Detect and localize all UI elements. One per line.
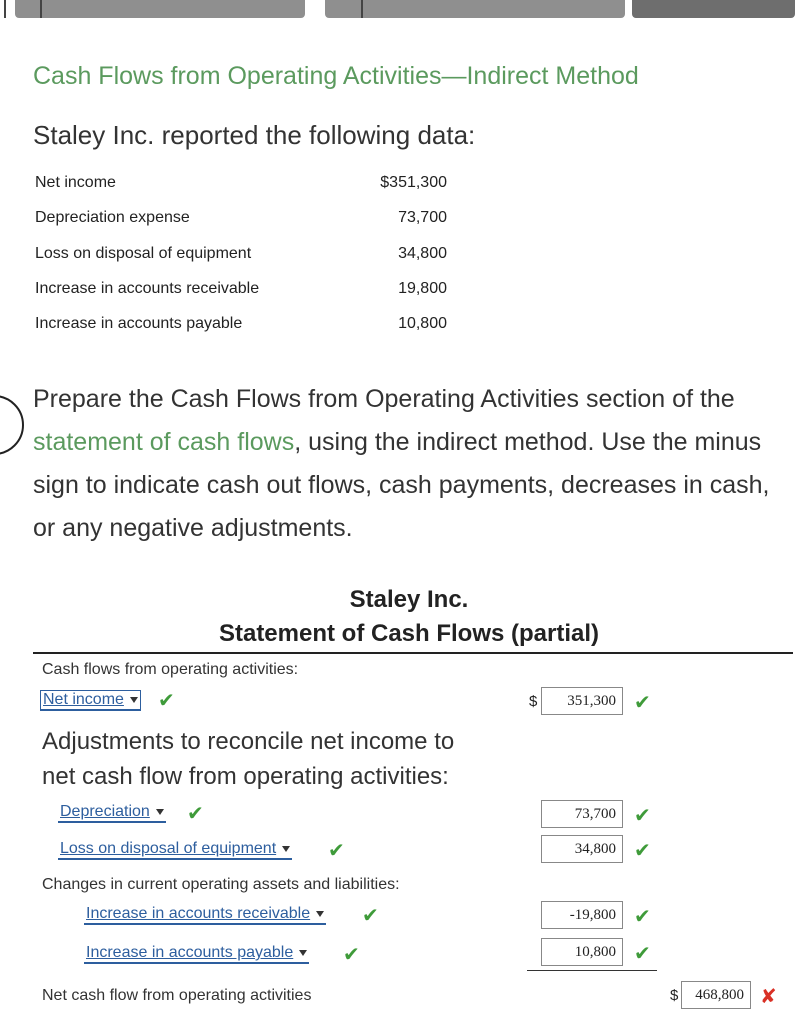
statement-title: Statement of Cash Flows (partial) — [218, 620, 600, 647]
step-circle-icon — [0, 395, 24, 455]
statement-header-rule — [33, 652, 793, 654]
receivable-amount-input[interactable]: -19,800 — [541, 901, 623, 929]
tab-divider — [40, 0, 42, 18]
data-value: 73,700 — [398, 209, 447, 226]
receivable-dropdown[interactable] — [84, 905, 326, 925]
dropdown-value: Increase in accounts payable — [86, 944, 294, 961]
tab-segment[interactable] — [15, 0, 305, 18]
dropdown-arrow-icon — [130, 697, 138, 703]
instructions-part1: Prepare the Cash Flows from Operating Activities section of the — [33, 385, 735, 413]
dropdown-arrow-icon — [316, 911, 324, 917]
net-cash-amount-input[interactable]: 468,800 — [681, 981, 751, 1009]
tab-segment[interactable] — [632, 0, 795, 18]
tab-segment[interactable] — [325, 0, 625, 18]
data-value: 10,800 — [398, 315, 447, 332]
dropdown-value: Increase in accounts receivable — [86, 905, 311, 922]
data-value: 34,800 — [398, 245, 447, 262]
cross-icon: ✘ — [760, 986, 777, 1008]
check-icon: ✔ — [634, 692, 651, 714]
dollar-sign: $ — [529, 693, 538, 710]
intro-text: Staley Inc. reported the following data: — [33, 120, 476, 150]
data-label: Net income — [35, 174, 116, 191]
check-icon: ✔ — [328, 840, 345, 862]
check-icon: ✔ — [158, 690, 175, 712]
tab-divider — [4, 0, 6, 18]
data-value: 19,800 — [398, 280, 447, 297]
page-title: Cash Flows from Operating Activities—Indirect Method — [33, 62, 639, 90]
payable-amount-input[interactable]: 10,800 — [541, 938, 623, 966]
dropdown-arrow-icon — [156, 809, 164, 815]
data-label: Loss on disposal of equipment — [35, 245, 252, 262]
check-icon: ✔ — [187, 803, 204, 825]
tab-divider — [361, 0, 363, 18]
check-icon: ✔ — [343, 944, 360, 966]
net-income-dropdown[interactable] — [40, 690, 141, 711]
instructions-part2: , using the indirect method. Use the minus sign to indicate cash out flows, cash payments, decreases in cash, or any negative adjustments. — [33, 428, 770, 542]
check-icon: ✔ — [634, 840, 651, 862]
data-label: Increase in accounts receivable — [35, 280, 260, 297]
net-cash-label: Net cash flow from operating activities — [42, 987, 312, 1004]
section-label: Cash flows from operating activities: — [42, 661, 299, 678]
check-icon: ✔ — [362, 905, 379, 927]
dropdown-arrow-icon — [299, 950, 307, 956]
check-icon: ✔ — [634, 943, 651, 965]
dropdown-arrow-icon — [282, 846, 290, 852]
adjustments-heading-line1: Adjustments to reconcile net income to — [42, 728, 455, 755]
check-icon: ✔ — [634, 805, 651, 827]
payable-dropdown[interactable] — [84, 944, 309, 964]
dropdown-value: Loss on disposal of equipment — [60, 840, 277, 857]
instructions-text — [33, 378, 793, 550]
depreciation-amount-input[interactable]: 73,700 — [541, 800, 623, 828]
loss-dropdown[interactable] — [58, 840, 292, 860]
data-label: Depreciation expense — [35, 209, 190, 226]
changes-label: Changes in current operating assets and liabilities: — [42, 876, 400, 893]
glossary-link-statement-of-cash-flows[interactable]: statement of cash flows — [33, 428, 295, 456]
data-value: $351,300 — [380, 174, 447, 191]
top-tab-bar — [0, 0, 795, 18]
adjustments-heading-line2: net cash flow from operating activities: — [42, 763, 449, 790]
depreciation-dropdown[interactable] — [58, 803, 166, 823]
statement-company: Staley Inc. — [349, 586, 469, 613]
dropdown-value: Depreciation — [60, 803, 150, 820]
subtotal-rule — [527, 970, 657, 971]
net-income-amount-input[interactable]: 351,300 — [541, 687, 623, 715]
dollar-sign: $ — [670, 987, 679, 1004]
dropdown-value: Net income — [43, 691, 124, 708]
data-label: Increase in accounts payable — [35, 315, 243, 332]
loss-amount-input[interactable]: 34,800 — [541, 835, 623, 863]
check-icon: ✔ — [634, 906, 651, 928]
